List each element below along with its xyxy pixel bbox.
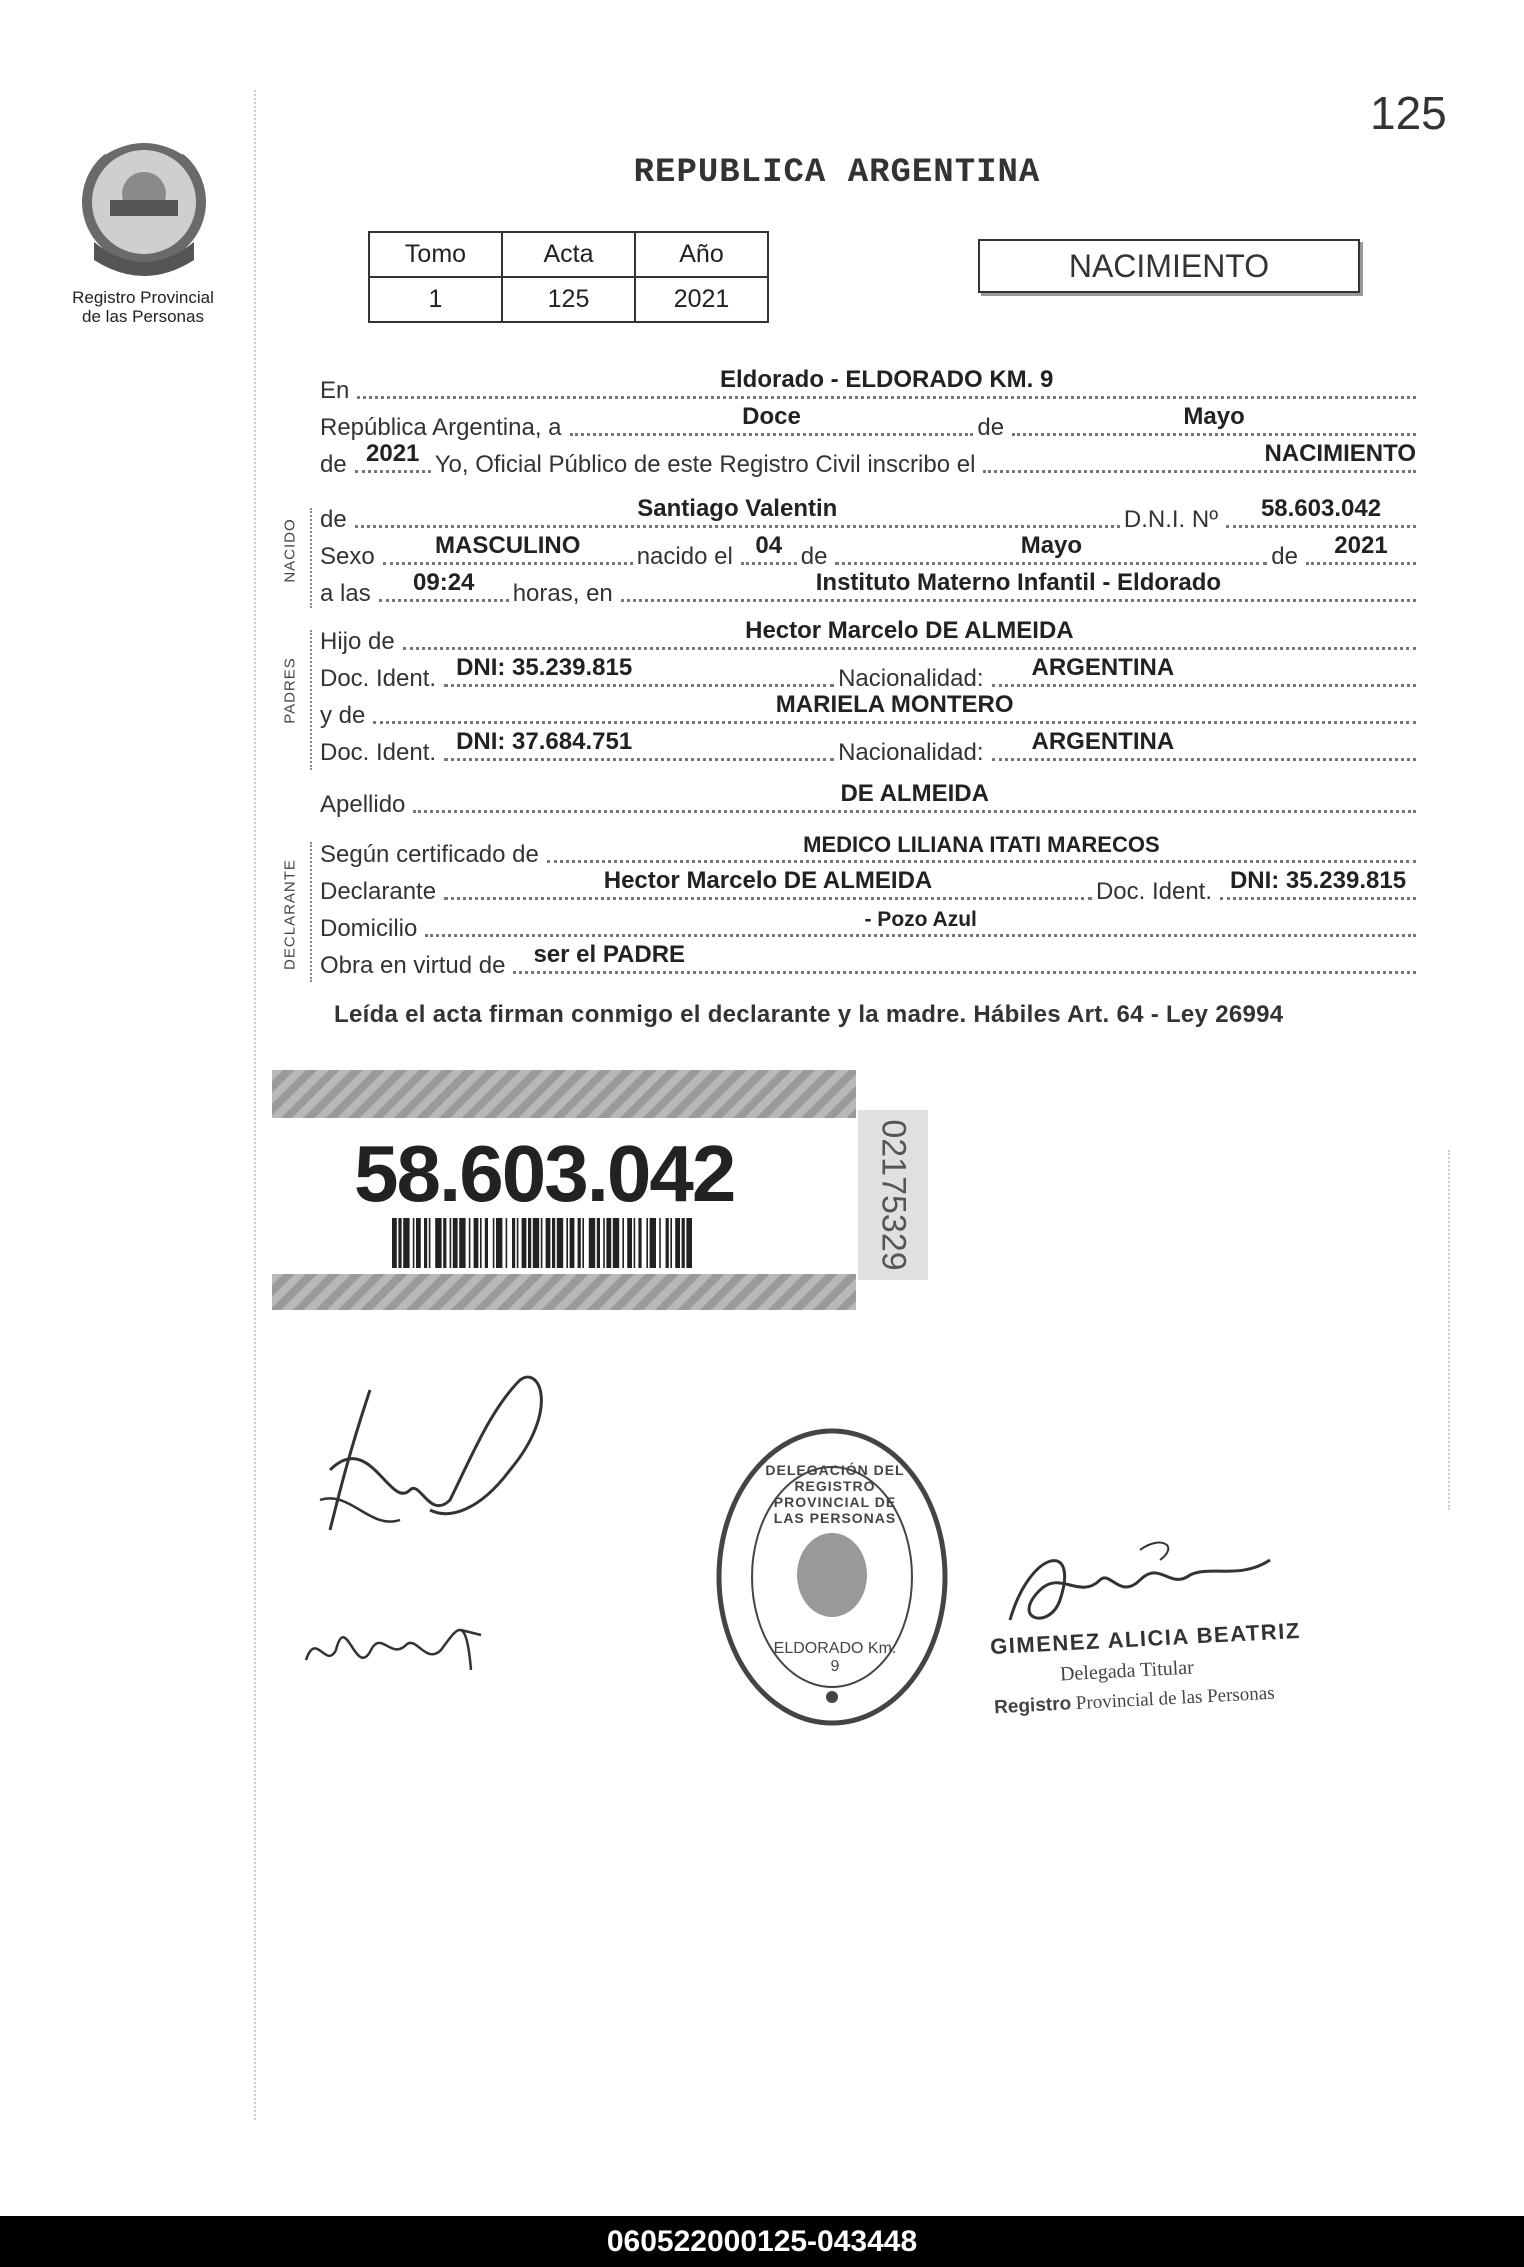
barcode-bar <box>566 1218 568 1268</box>
barcode-bar <box>634 1218 636 1268</box>
barcode-bar <box>398 1218 401 1268</box>
value-birth-year: 2021 <box>1334 532 1388 559</box>
label-nacido-el: nacido el <box>636 543 733 570</box>
section-label-declarante: DECLARANTE <box>281 859 299 970</box>
barcode-bar <box>606 1218 611 1268</box>
value-birth-day: 04 <box>755 532 783 559</box>
fill-child-dni <box>1226 495 1416 528</box>
value-declarant-doc: DNI: 35.239.815 <box>1229 867 1407 894</box>
barcode-bar <box>474 1218 479 1268</box>
value-declarant-name: Hector Marcelo DE ALMEIDA <box>603 867 933 894</box>
value-sex: MASCULINO <box>435 532 581 559</box>
barcode-bar <box>570 1218 575 1268</box>
barcode-bar <box>659 1218 661 1268</box>
line-declarant <box>320 867 1420 906</box>
label-domicilio: Domicilio <box>320 915 418 942</box>
barcode-bar <box>453 1218 458 1268</box>
label-nacionalidad-mother: Nacionalidad: <box>838 739 984 766</box>
value-birth-month: Mayo <box>1020 532 1083 559</box>
value-acts-as: ser el PADRE <box>533 941 686 968</box>
official-office-rest: Provincial de las Personas <box>1075 1682 1276 1715</box>
value-father-name: Hector Marcelo DE ALMEIDA <box>745 617 1074 644</box>
fill-birth-place <box>621 569 1416 602</box>
fill-father-doc <box>444 654 834 687</box>
logo-caption <box>48 288 238 326</box>
barcode-bar <box>686 1218 692 1268</box>
stamp-inner-text: ELDORADO Km. 9 <box>773 1640 897 1675</box>
section-divider-declarante <box>310 842 312 982</box>
label-doc-ident-declarant: Doc. Ident. <box>1095 878 1212 905</box>
barcode-bar <box>670 1218 672 1268</box>
fill-address <box>425 908 1416 937</box>
registry-header-tomo: Tomo <box>369 232 502 277</box>
barcode-bar <box>493 1218 495 1268</box>
page-number: 125 <box>1370 87 1447 139</box>
fill-birth-month <box>835 532 1267 565</box>
barcode-bar <box>528 1218 531 1268</box>
label-de-birth-year: de <box>1271 543 1298 570</box>
fill-father-nationality <box>992 654 1417 687</box>
fill-declarant-doc <box>1220 867 1416 900</box>
value-mother-name: MARIELA MONTERO <box>775 691 1014 718</box>
sticker-top-band <box>272 1070 856 1118</box>
logo-caption-line1: Registro Provincial <box>72 288 214 307</box>
fill-mother-name <box>373 691 1416 724</box>
fill-declarant-name <box>444 867 1092 900</box>
right-margin-dots <box>1448 1150 1450 1510</box>
fill-day <box>570 403 974 436</box>
label-en: En <box>320 377 350 404</box>
barcode-bar <box>469 1218 471 1268</box>
line-place <box>320 366 1420 405</box>
fill-birth-year <box>1306 532 1416 565</box>
legal-notice: Leída el acta firman conmigo el declarante y la madre. Hábiles Art. 64 - Ley 26994 <box>334 1001 1284 1028</box>
stamp-ring-text: DELEGACIÓN DEL REGISTRO PROVINCIAL DE LAS PERSONAS <box>765 1462 905 1526</box>
sticker-barcode <box>392 1218 692 1268</box>
value-act-type: NACIMIENTO <box>1264 440 1416 467</box>
official-title: Delegada Titular <box>1059 1656 1195 1686</box>
official-office <box>994 1683 1276 1720</box>
value-child-dni: 58.603.042 <box>1260 495 1382 522</box>
line-date <box>320 403 1420 442</box>
barcode-bar <box>578 1218 581 1268</box>
left-margin-dots <box>254 90 256 2120</box>
barcode-bar <box>552 1218 555 1268</box>
section-label-nacido: NACIDO <box>281 518 299 583</box>
value-birth-place: Instituto Materno Infantil - Eldorado <box>815 569 1222 596</box>
fill-act-type <box>983 440 1416 473</box>
label-apellido: Apellido <box>320 791 406 818</box>
registry-table <box>368 231 769 323</box>
barcode-bar <box>597 1218 600 1268</box>
registry-table-header-row <box>369 232 768 277</box>
line-father <box>320 617 1420 656</box>
barcode-bar <box>517 1218 519 1268</box>
line-address <box>320 909 1420 943</box>
fill-acts-as <box>513 941 1416 974</box>
fill-birth-time <box>379 569 509 602</box>
logo-caption-line2: de las Personas <box>82 307 204 326</box>
barcode-bar <box>413 1218 415 1268</box>
registry-header-acta: Acta <box>502 232 635 277</box>
fill-sex <box>383 532 633 565</box>
label-segun-cert: Según certificado de <box>320 841 539 868</box>
fill-year <box>355 440 431 473</box>
official-name: GIMENEZ ALICIA BEATRIZ <box>989 1617 1302 1660</box>
barcode-bar <box>435 1218 441 1268</box>
barcode-bar <box>541 1218 543 1268</box>
label-de-child: de <box>320 506 347 533</box>
document-title: REPUBLICA ARGENTINA <box>633 154 1041 192</box>
section-label-padres: PADRES <box>281 657 299 724</box>
label-declarante: Declarante <box>320 878 437 905</box>
fill-certificate <box>547 834 1416 863</box>
fill-place <box>357 366 1416 399</box>
value-place: Eldorado - ELDORADO KM. 9 <box>720 366 1054 393</box>
line-mother-doc <box>320 728 1420 767</box>
barcode-bar <box>522 1218 527 1268</box>
sticker-side-code <box>858 1110 928 1280</box>
value-day-words: Doce <box>742 403 801 430</box>
value-certificate-by: MEDICO LILIANA ITATI MARECOS <box>803 832 1160 857</box>
barcode-bar <box>627 1218 632 1268</box>
label-sexo: Sexo <box>320 543 375 570</box>
fill-mother-nationality <box>992 728 1417 761</box>
barcode-bar <box>392 1218 397 1268</box>
fill-birth-day <box>741 532 797 565</box>
registry-value-tomo: 1 <box>369 277 502 322</box>
barcode-bar <box>622 1218 624 1268</box>
barcode-bar <box>512 1218 515 1268</box>
barcode-bar <box>424 1218 427 1268</box>
barcode-bar <box>496 1218 502 1268</box>
registry-value-anio: 2021 <box>635 277 768 322</box>
section-divider-nacido <box>310 508 312 608</box>
fill-mother-doc <box>444 728 834 761</box>
label-yo-oficial: Yo, Oficial Público de este Registro Civil inscribo el <box>434 451 976 478</box>
line-surname <box>320 780 1420 819</box>
barcode-bar <box>450 1218 452 1268</box>
mother-signature <box>296 1590 496 1690</box>
label-obra-virtud: Obra en virtud de <box>320 952 506 979</box>
label-y-de: y de <box>320 702 366 729</box>
barcode-bar <box>429 1218 431 1268</box>
barcode-bar <box>638 1218 641 1268</box>
line-acts-as <box>320 941 1420 980</box>
barcode-bar <box>603 1218 605 1268</box>
barcode-bar <box>682 1218 685 1268</box>
line-father-doc <box>320 654 1420 693</box>
barcode-bar <box>506 1218 508 1268</box>
barcode-bar <box>666 1218 669 1268</box>
fill-father-name <box>403 617 1416 650</box>
line-sex-birth <box>320 532 1420 571</box>
barcode-bar <box>403 1218 409 1268</box>
fill-surname <box>413 780 1416 813</box>
value-mother-nationality: ARGENTINA <box>1031 728 1175 755</box>
barcode-bar <box>582 1218 584 1268</box>
label-horas-en: horas, en <box>512 580 613 607</box>
side-code-text: 02175329 <box>874 1119 913 1271</box>
value-year: 2021 <box>366 440 420 467</box>
registry-value-acta: 125 <box>502 277 635 322</box>
barcode-bar <box>546 1218 551 1268</box>
official-office-bold: Registro <box>993 1693 1072 1719</box>
barcode-bar <box>485 1218 488 1268</box>
label-dni-no: D.N.I. Nº <box>1123 506 1218 533</box>
declarant-signature <box>310 1370 570 1550</box>
line-mother <box>320 691 1420 730</box>
label-de-year: de <box>320 451 347 478</box>
barcode-bar <box>613 1218 619 1268</box>
label-doc-ident-father: Doc. Ident. <box>320 665 437 692</box>
value-month: Mayo <box>1183 403 1245 430</box>
line-certificate <box>320 832 1420 869</box>
barcode-bar <box>459 1218 465 1268</box>
label-a-las: a las <box>320 580 371 607</box>
registry-header-anio: Año <box>635 232 768 277</box>
label-de-birth-month: de <box>800 543 828 570</box>
value-father-doc: DNI: 35.239.815 <box>456 654 633 681</box>
line-birth-time-place <box>320 569 1420 608</box>
value-surname: DE ALMEIDA <box>840 780 989 807</box>
value-father-nationality: ARGENTINA <box>1031 654 1175 681</box>
barcode-bar <box>650 1218 656 1268</box>
barcode-bar <box>589 1218 595 1268</box>
label-doc-ident-mother: Doc. Ident. <box>320 739 437 766</box>
sticker-bottom-band <box>272 1274 856 1310</box>
value-birth-time: 09:24 <box>413 569 475 596</box>
value-mother-doc: DNI: 37.684.751 <box>456 728 633 755</box>
sticker-dni-number: 58.603.042 <box>354 1129 735 1218</box>
barcode-bar <box>675 1218 680 1268</box>
line-year <box>320 440 1420 479</box>
label-de-month: de <box>977 414 1005 441</box>
barcode-bar <box>533 1218 539 1268</box>
fill-month <box>1012 403 1416 436</box>
document-kind-box: NACIMIENTO <box>978 239 1360 293</box>
footer-code-bar: 060522000125-043448 <box>0 2216 1524 2267</box>
label-nacionalidad-father: Nacionalidad: <box>838 665 984 692</box>
section-divider-padres <box>310 630 312 770</box>
barcode-bar <box>443 1218 446 1268</box>
barcode-bar <box>557 1218 563 1268</box>
registry-table-value-row <box>369 277 768 322</box>
barcode-bar <box>646 1218 648 1268</box>
barcode-bar <box>416 1218 421 1268</box>
label-hijo-de: Hijo de <box>320 628 395 655</box>
value-address: - Pozo Azul <box>864 908 977 931</box>
fill-child-name <box>355 495 1120 528</box>
value-child-name: Santiago Valentin <box>637 495 838 522</box>
dni-sticker <box>272 1070 856 1310</box>
label-republica: República Argentina, a <box>320 414 562 441</box>
barcode-bar <box>480 1218 482 1268</box>
line-child-name <box>320 495 1420 534</box>
